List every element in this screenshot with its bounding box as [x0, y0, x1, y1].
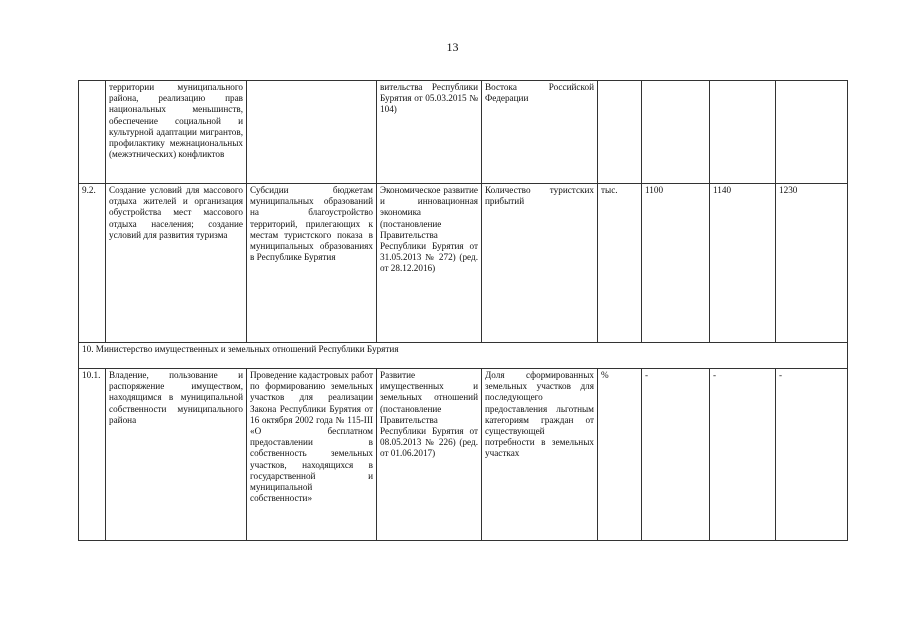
- value-cell-1: 1100: [642, 184, 710, 343]
- value-cell-1: [642, 81, 710, 184]
- program-table: [78, 80, 848, 541]
- unit-cell: %: [598, 369, 642, 541]
- value-cell-2: 1140: [710, 184, 776, 343]
- row-number: 10.1.: [79, 369, 106, 541]
- value-cell-2: -: [710, 369, 776, 541]
- page-number: 13: [446, 40, 459, 54]
- event-cell: Владение, пользование и распоряжение имуществом, находящимся в муниципальной собственности муниципального района: [106, 369, 247, 541]
- mechanism-cell: Субсидии бюджетам муниципальных образований на благоустройство территорий, прилегающих к местам туристского показа в муниципальных образованиях в Республике Бурятия: [247, 184, 377, 343]
- event-cell: территории муниципального района, реализацию прав национальных меньшинств, обеспечение социальной и культурной адаптации мигрантов, профилактику межнациональных (межэтнических) конфликтов: [106, 81, 247, 184]
- mechanism-cell: Проведение кадастровых работ по формированию земельных участков для реализации Закона Республики Бурятия от 16 октября 2002 года № 115-III «О бесплатном предоставлении в собственность земельных участков, находящихся в государственной и муниципальной собственности»: [247, 369, 377, 541]
- program-cell: вительства Республики Бурятия от 05.03.2015 № 104): [377, 81, 482, 184]
- unit-cell: тыс.: [598, 184, 642, 343]
- table-row: [79, 184, 848, 343]
- indicator-cell: Доля сформированных земельных участков для последующего предоставления льготным категориям граждан от существующей потребности в земельных участках: [482, 369, 598, 541]
- indicator-cell: Востока Российской Федерации: [482, 81, 598, 184]
- mechanism-cell: [247, 81, 377, 184]
- event-cell: Создание условий для массового отдыха жителей и организация обустройства мест массового отдыха населения; создание условий для развития туризма: [106, 184, 247, 343]
- row-number: 9.2.: [79, 184, 106, 343]
- value-cell-2: [710, 81, 776, 184]
- section-header: 10. Министерство имущественных и земельных отношений Республики Бурятия: [79, 343, 848, 369]
- program-cell: Развитие имущественных и земельных отношений (постановление Правительства Республики Бурятия от 08.05.2013 № 226) (ред. от 01.06.2017): [377, 369, 482, 541]
- value-cell-3: [776, 81, 848, 184]
- value-cell-3: 1230: [776, 184, 848, 343]
- unit-cell: [598, 81, 642, 184]
- row-number: [79, 81, 106, 184]
- table-row: [79, 81, 848, 184]
- value-cell-1: -: [642, 369, 710, 541]
- indicator-cell: Количество туристских прибытий: [482, 184, 598, 343]
- section-header-row: [79, 343, 848, 369]
- table-row: [79, 369, 848, 541]
- program-cell: Экономическое развитие и инновационная экономика (постановление Правительства Республики Бурятия от 31.05.2013 № 272) (ред. от 28.12.2016): [377, 184, 482, 343]
- value-cell-3: -: [776, 369, 848, 541]
